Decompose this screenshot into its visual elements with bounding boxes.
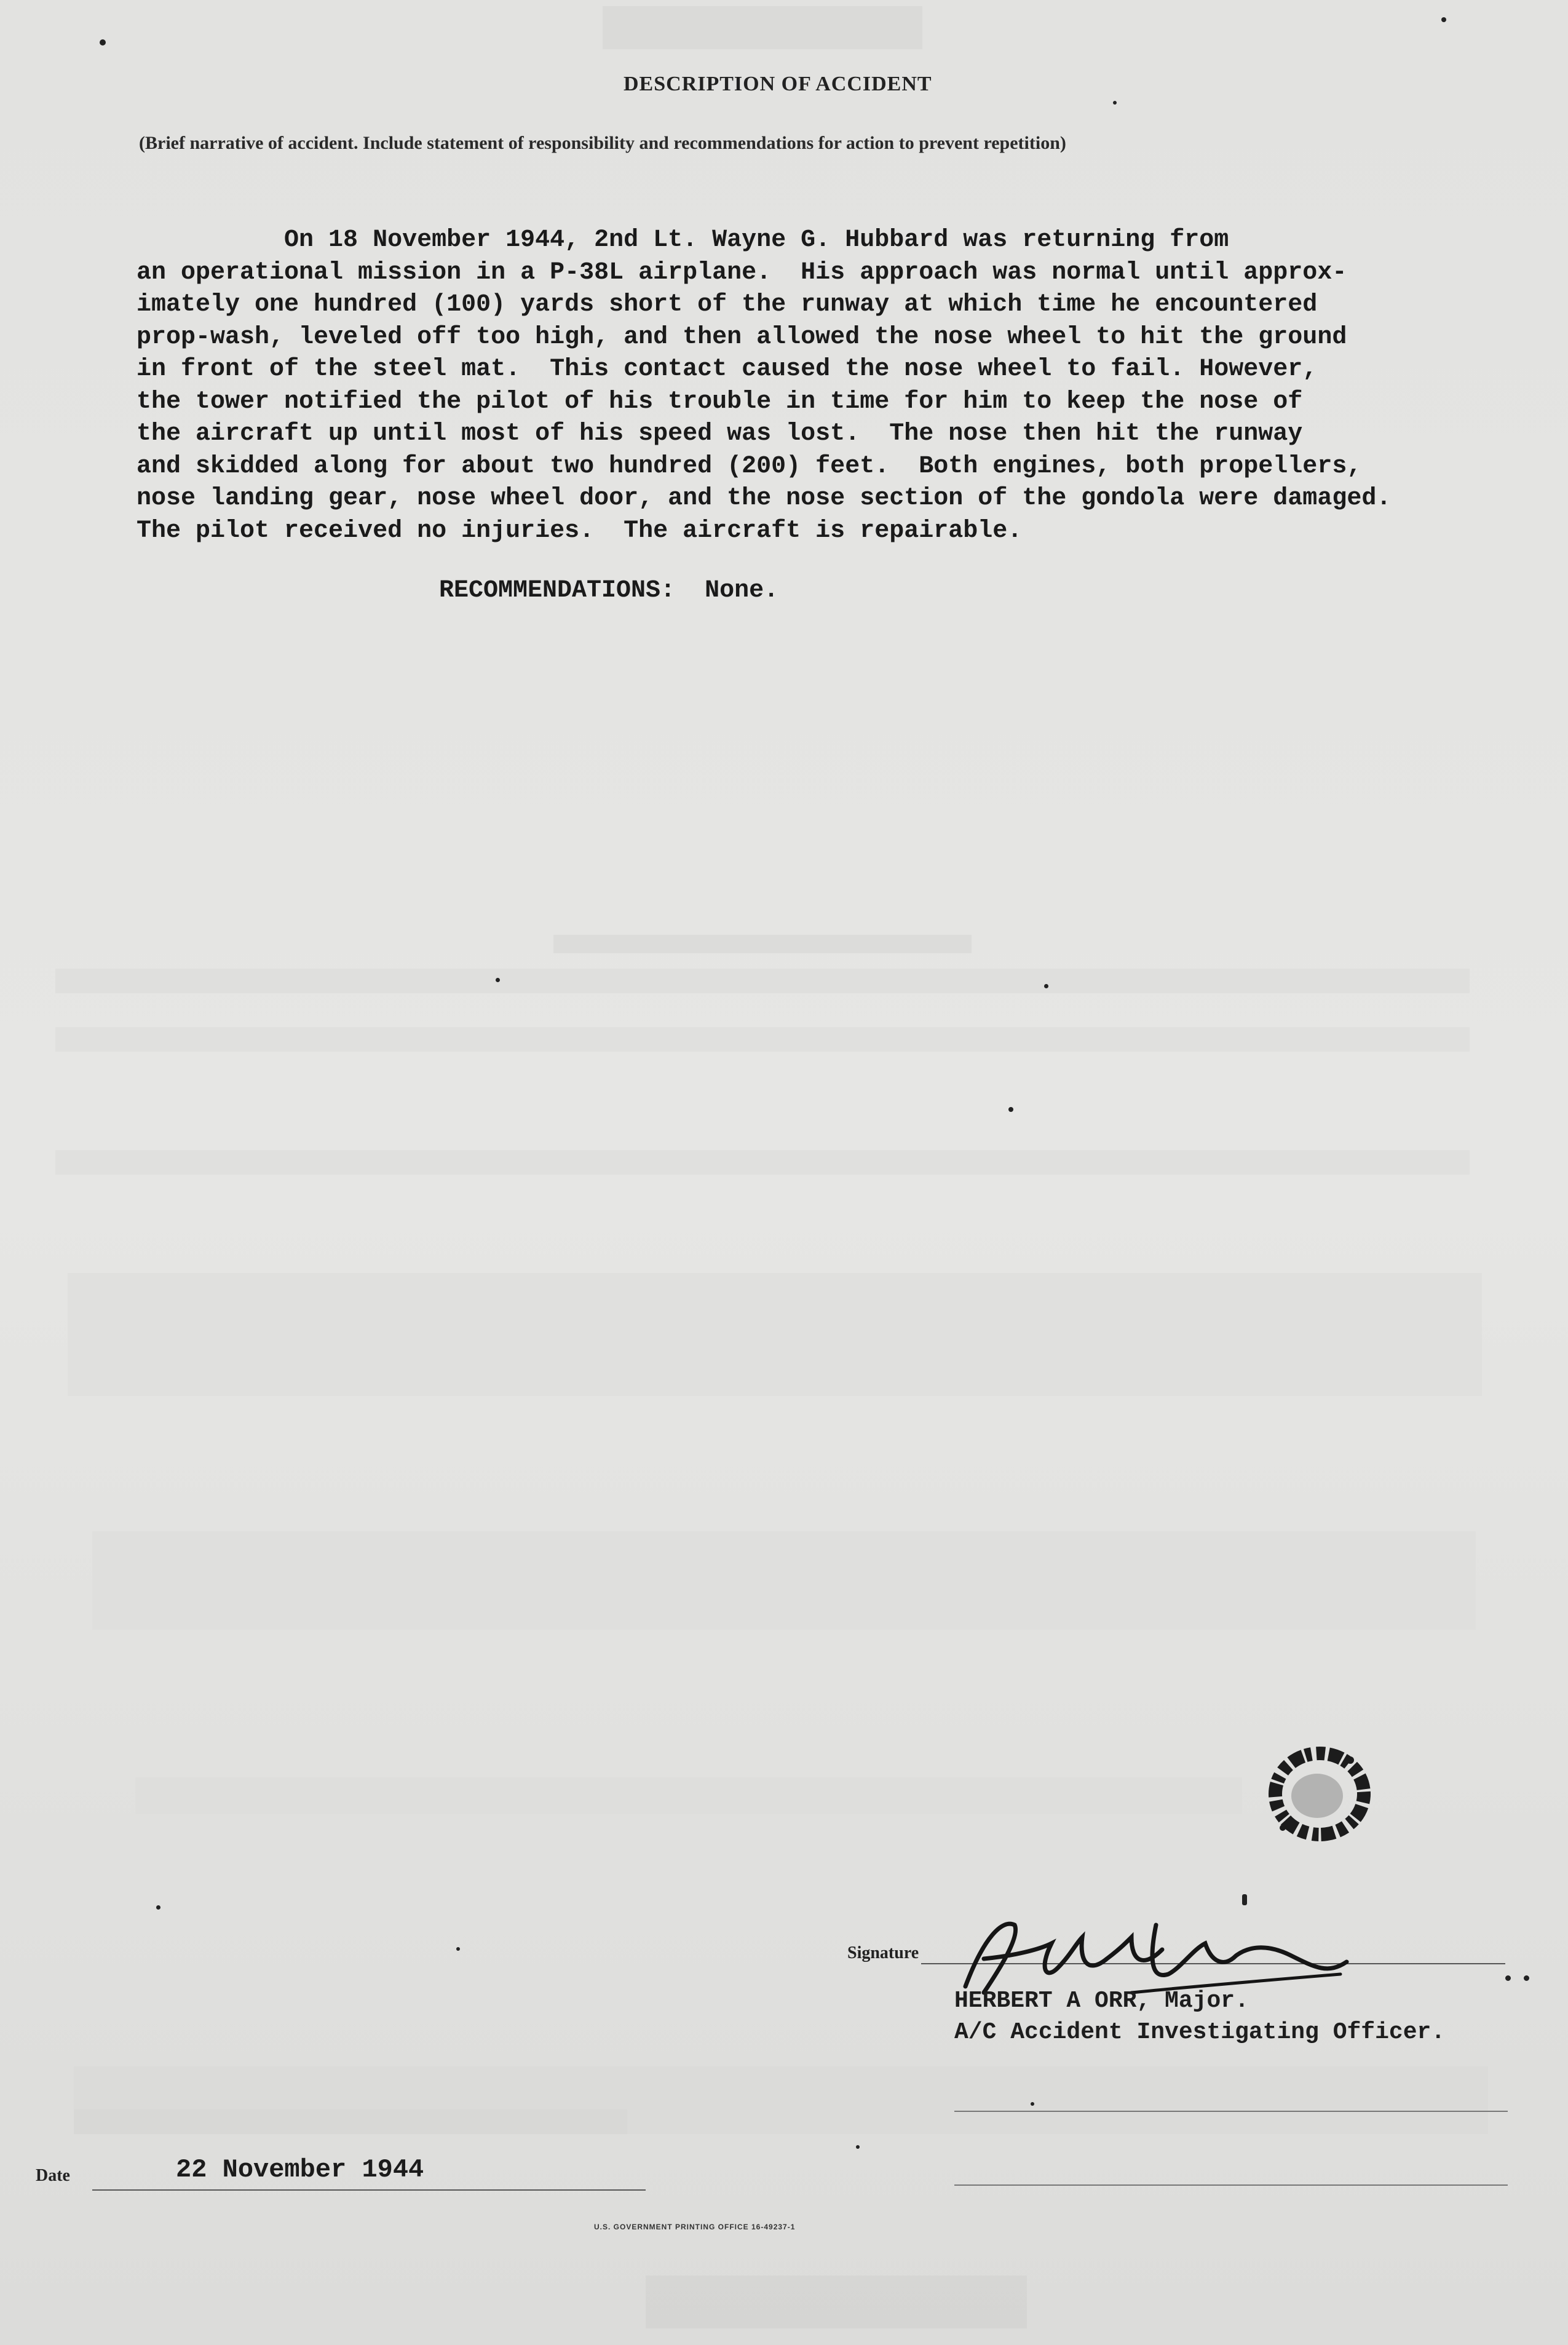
scan-speck xyxy=(1524,1975,1529,1981)
scan-speck xyxy=(1242,1894,1247,1905)
printer-imprint: U.S. GOVERNMENT PRINTING OFFICE 16-49237-1 xyxy=(594,2223,796,2231)
bleed-through-shading xyxy=(74,2109,627,2134)
bleed-through-shading xyxy=(68,1273,1482,1396)
narrative-line: imately one hundred (100) yards short of the runway at which time he encountered xyxy=(137,291,1318,319)
date-value: 22 November 1944 xyxy=(176,2155,424,2184)
form-heading: DESCRIPTION OF ACCIDENT xyxy=(624,73,932,95)
scan-speck xyxy=(1044,984,1048,988)
narrative-line: nose landing gear, nose wheel door, and the nose section of the gondola were damaged. xyxy=(137,485,1392,512)
narrative-line: and skidded along for about two hundred (200) feet. Both engines, both propellers, xyxy=(137,452,1362,480)
accident-narrative xyxy=(137,224,1514,547)
narrative-line: an operational mission in a P-38L airplane. His approach was normal until approx- xyxy=(137,258,1347,287)
narrative-line: prop-wash, leveled off too high, and then allowed the nose wheel to hit the ground xyxy=(137,323,1347,351)
narrative-line: The pilot received no injuries. The aircraft is repairable. xyxy=(137,517,1023,545)
investigating-officer-title: A/C Accident Investigating Officer. xyxy=(954,2019,1446,2045)
scan-speck xyxy=(1008,1107,1013,1112)
form-subheading: (Brief narrative of accident. Include statement of responsibility and recommendations for action to prevent repetition) xyxy=(139,133,1066,153)
narrative-line: the tower notified the pilot of his trouble in time for him to keep the nose of xyxy=(137,387,1303,416)
recommendations-line: RECOMMENDATIONS: None. xyxy=(439,577,779,605)
bleed-through-stamp xyxy=(646,2276,1027,2328)
investigating-officer-name: HERBERT A ORR, Major. xyxy=(954,1988,1249,2014)
scan-speck xyxy=(856,2145,860,2149)
bleed-through-shading xyxy=(603,6,922,49)
bleed-through-shading xyxy=(553,935,972,953)
scan-speck xyxy=(456,1947,460,1951)
scan-speck xyxy=(156,1905,160,1910)
date-label: Date xyxy=(36,2166,70,2185)
date-rule xyxy=(92,2189,646,2191)
scan-speck xyxy=(1505,1975,1511,1981)
ink-stamp-blot xyxy=(1258,1736,1381,1852)
narrative-line: On 18 November 1944, 2nd Lt. Wayne G. Hubbard was returning from xyxy=(137,226,1229,254)
bleed-through-shading xyxy=(92,1531,1476,1630)
scan-speck xyxy=(496,978,500,982)
scan-speck xyxy=(1441,17,1446,22)
scan-speck xyxy=(100,39,106,46)
scan-speck xyxy=(1113,101,1117,105)
signature-label: Signature xyxy=(847,1943,919,1962)
scan-speck xyxy=(1031,2102,1034,2106)
narrative-line: the aircraft up until most of his speed was lost. The nose then hit the runway xyxy=(137,420,1303,448)
bleed-through-shading xyxy=(55,1027,1470,1052)
blank-rule xyxy=(954,2111,1508,2112)
narrative-line: in front of the steel mat. This contact caused the nose wheel to fail. However, xyxy=(137,355,1318,383)
bleed-through-shading xyxy=(55,969,1470,993)
bleed-through-shading xyxy=(55,1150,1470,1175)
blank-rule xyxy=(954,2184,1508,2186)
bleed-through-shading xyxy=(135,1777,1242,1814)
